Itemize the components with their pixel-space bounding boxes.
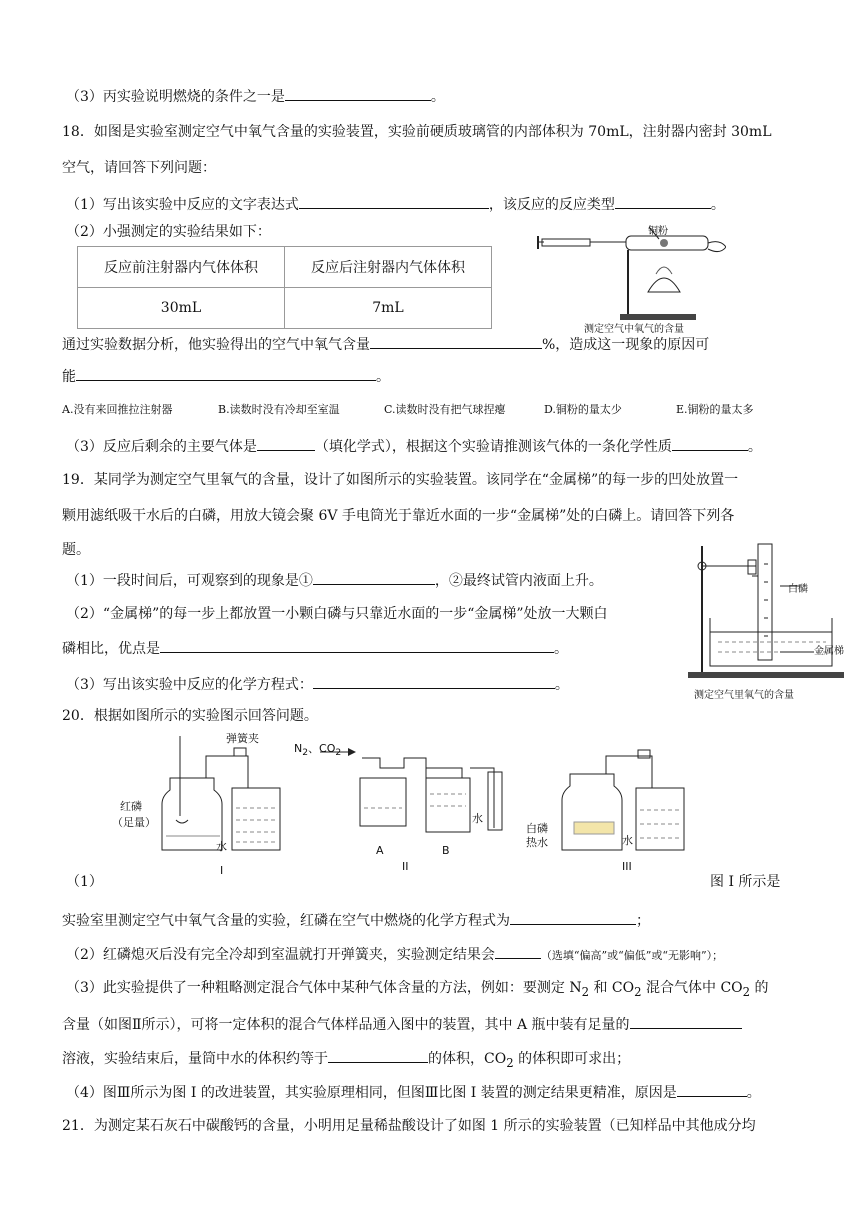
q20-part3-cont2: 溶液，实验结束后，量筒中水的体积约等于 的体积，$CO_2$ 的体积即可求出； [62,1048,630,1073]
hot-water-label: 热水 [526,836,548,849]
q18-part1: （1）写出该实验中反应的文字表达式 ，该反应的反应类型 。 [66,194,725,215]
bottle-b-label: B [442,844,450,857]
q18-stem-line2: 空气，请回答下列问题： [62,160,216,176]
answer-blank[interactable] [285,86,431,101]
answer-blank[interactable] [257,436,315,451]
q17-part3: （3）丙实验说明燃烧的条件之一是 。 [66,86,445,107]
option-d: D.铜粉的量太少 [544,403,622,416]
q18-part3: （3）反应后剩余的主要气体是 （填化学式），根据这个实验请推测该气体的一条化学性质 。 [66,436,762,457]
three-apparatus-drawing [110,728,750,878]
answer-blank[interactable] [672,436,748,451]
figure-iii-label: III [622,860,632,873]
answer-blank[interactable] [299,194,489,209]
water-label-2: 水 [472,812,483,825]
figure-i-label: I [220,864,224,877]
water-label-3: 水 [622,834,633,847]
option-c: C.读数时没有把气球捏瘪 [384,403,506,416]
figure-ii-label: II [402,860,409,873]
answer-blank[interactable] [313,674,555,689]
q19-figure-caption: 测定空气里氧气的含量 [694,690,794,701]
red-phosphorus-label: 红磷 [120,800,142,813]
q20-part4: （4）图Ⅲ所示为图 I 的改进装置，其实验原理相同，但图Ⅲ比图 I 装置的测定结果更精准，原因是 。 [66,1082,761,1103]
white-phosphorus-label: 白磷 [788,584,808,595]
answer-blank[interactable] [495,944,541,959]
water-label: 水 [216,840,227,853]
table-cell: 7mL [285,288,492,329]
q19-part2: （2）“金属梯”的每一步上都放置一小颗白磷与只靠近水面的一步“金属梯”处放一大颗白 [66,606,608,622]
answer-blank[interactable] [76,366,376,381]
q18-results-table [77,246,492,329]
q20-part1-start: （1） [66,874,103,890]
q19-part2-cont: 磷相比，优点是 。 [62,638,568,659]
answer-blank[interactable] [630,1014,742,1029]
q19-stem-line2: 颗用滤纸吸干水后的白磷，用放大镜会聚 6V 手电筒光于靠近水面的一步“金属梯”处的白磷上。请回答下列各 [62,508,735,524]
table-cell: 30mL [78,288,285,329]
q20-part3-cont: 含量（如图Ⅱ所示），可将一定体积的混合气体样品通入图中的装置，其中 A 瓶中装有足量的 [62,1014,742,1035]
q20-part1-right: 图 I 所示是 [710,874,781,890]
option-e: E.铜粉的量太多 [676,403,754,416]
answer-blank[interactable] [615,194,711,209]
answer-blank[interactable] [510,910,636,925]
metal-ladder-label: 金属梯 [814,646,844,657]
answer-blank[interactable] [313,570,435,585]
q19-part1: （1）一段时间后，可观察到的现象是① ，②最终试管内液面上升。 [66,570,603,591]
q19-stem-line3: 题。 [62,542,90,558]
answer-blank[interactable] [370,334,542,349]
table-header: 反应后注射器内气体体积 [285,247,492,288]
q20-figure [110,728,750,878]
metal-ladder-apparatus-drawing [682,536,852,706]
q18-figure-caption: 测定空气中氧气的含量 [584,324,684,335]
q19-figure [682,536,852,706]
copper-powder-label: 铜粉 [648,226,668,237]
q18-stem-line1: 18．如图是实验室测定空气中氧气含量的实验装置，实验前硬质玻璃管的内部体积为 70mL，注射器内密封 30mL [62,124,772,140]
q17-part3-text: （3）丙实验说明燃烧的条件之一是 [66,89,285,105]
q18-figure [536,222,726,332]
option-a: A.没有来回推拉注射器 [62,403,173,416]
clip-label: 弹簧夹 [226,732,259,745]
bottle-a-label: A [376,844,384,857]
option-b: B.读数时没有冷却至室温 [218,403,340,416]
q20-part2: （2）红磷熄灭后没有完全冷却到室温就打开弹簧夹，实验测定结果会 （选填“偏高”或“偏低”或“无影响”）； [66,944,723,966]
answer-blank[interactable] [160,638,554,653]
q20-part1: 实验室里测定空气中氧气含量的实验，红磷在空气中燃烧的化学方程式为 ； [62,910,650,931]
q18-analysis: 通过实验数据分析，他实验得出的空气中氧气含量 %，造成这一现象的原因可 [62,334,709,355]
answer-blank[interactable] [328,1048,428,1063]
gas-label: $N_2$、$CO_2$ [294,742,342,759]
white-phosphorus-label: 白磷 [526,822,548,835]
table-header: 反应前注射器内气体体积 [78,247,285,288]
q18-analysis-cont: 能 。 [62,366,390,387]
answer-blank[interactable] [677,1082,747,1097]
q19-part3: （3）写出该实验中反应的化学方程式： 。 [66,674,569,695]
q20-stem: 20．根据如图所示的实验图示回答问题。 [62,708,318,724]
enough-label: （足量） [112,816,156,829]
q21-stem-line1: 21．为测定某石灰石中碳酸钙的含量，小明用足量稀盐酸设计了如图 1 所示的实验装置（已知样品中其他成分均 [62,1118,756,1134]
copper-apparatus-drawing [536,222,726,332]
q20-part3: （3）此实验提供了一种粗略测定混合气体中某种气体含量的方法，例如：要测定 $N_2$ 和 $CO_2$ 混合气体中 $CO_2$ 的 [66,980,769,999]
q19-stem-line1: 19．某同学为测定空气里氧气的含量，设计了如图所示的实验装置。该同学在“金属梯”的每一步的凹处放置一 [62,472,739,488]
q18-part2: （2）小强测定的实验结果如下： [66,224,271,240]
